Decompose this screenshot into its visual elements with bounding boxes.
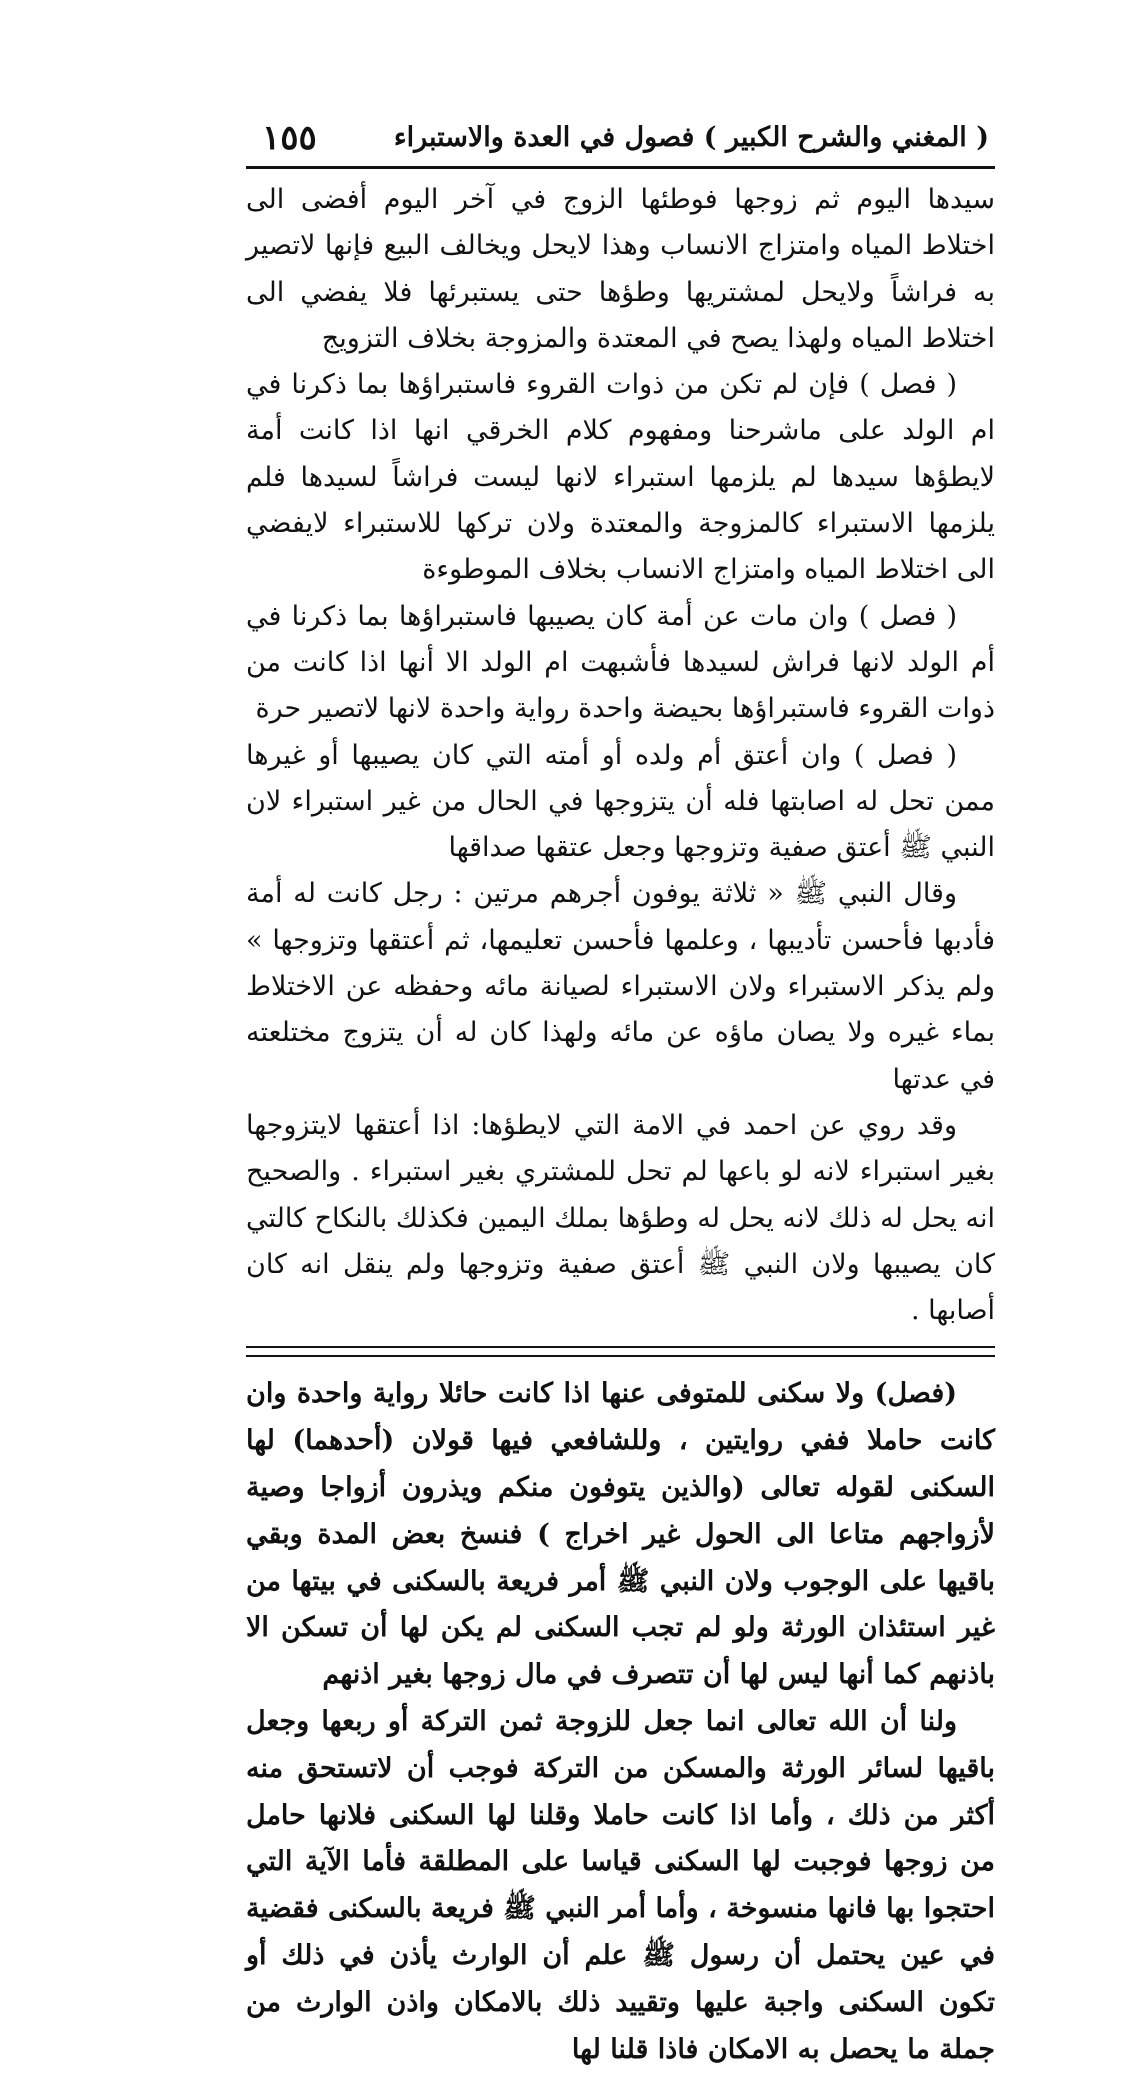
page-header [246, 118, 995, 166]
running-title: ( المغني والشرح الكبير ) فصول في العدة والاستبراء [393, 122, 989, 153]
commentary-paragraph: ولنا أن الله تعالى انما جعل للزوجة ثمن التركة أو ربعها وجعل باقيها لسائر الورثة والمسكن من التركة فوجب أن لاتستحق منه أكثر من ذلك ، وأما اذا كانت حاملا وقلنا لها السكنى فلانها حامل من زوجها فوجبت لها السكنى قياسا على المطلقة فأما الآية التي احتجوا بها فانها منسوخة ، وأما أمر النبي ﷺ فريعة بالسكنى فقضية في عين يحتمل أن رسول ﷺ علم أن الوارث يأذن في ذلك أو تكون السكنى واجبة عليها وتقييد ذلك بالامكان واذن الوارث من جملة ما يحصل به الامكان فاذا قلنا لها [246, 1706, 995, 2065]
main-paragraph: ( فصل ) وان أعتق أم ولده أو أمته التي كان يصيبها أو غيرها ممن تحل له اصابتها فله أن يتزوجها في الحال من غير استبراء لان النبي ﷺ أعتق صفية وتزوجها وجعل عتقها صداقها [246, 739, 995, 864]
main-paragraph: ( فصل ) وان مات عن أمة كان يصيبها فاستبراؤها بما ذكرنا في أم الولد لانها فراش لسيدها فأشبهت ام الولد الا أنها اذا كانت من ذوات القروء فاستبراؤها بحيضة واحدة رواية واحدة لانها لاتصير حرة [246, 600, 995, 725]
main-text [246, 177, 995, 1334]
section-divider [246, 1346, 995, 1357]
main-paragraph: سيدها اليوم ثم زوجها فوطئها الزوج في آخر اليوم أفضى الى اختلاط المياه وامتزاج الانساب وهذا لايحل ويخالف البيع فإنها لاتصير به فراشاً ولايحل لمشتريها وطؤها حتى يستبرئها فلا يفضي الى اختلاط المياه ولهذا يصح في المعتدة والمزوجة بخلاف التزويج [246, 184, 995, 354]
page-number: ١٥٥ [262, 118, 317, 158]
main-paragraph: وقال النبي ﷺ « ثلاثة يوفون أجرهم مرتين : رجل كانت له أمة فأدبها فأحسن تأديبها ، وعلمها فأحسن تعليمها، ثم أعتقها وتزوجها » ولم يذكر الاستبراء ولان الاستبراء لصيانة مائه وحفظه عن الاختلاط بماء غيره ولا يصان ماؤه عن مائه ولهذا كان له أن يتزوج مختلعته في عدتها [246, 878, 995, 1095]
commentary-text [246, 1371, 995, 2073]
main-paragraph: ( فصل ) فإن لم تكن من ذوات القروء فاستبراؤها بما ذكرنا في ام الولد على ماشرحنا ومفهوم كلام الخرقي انها اذا كانت أمة لايطؤها سيدها لم يلزمها استبراء لانها ليست فراشاً لسيدها فلم يلزمها الاستبراء كالمزوجة والمعتدة ولان تركها للاستبراء لايفضي الى اختلاط المياه وامتزاج الانساب بخلاف الموطوءة [246, 369, 995, 586]
commentary-paragraph: (فصل) ولا سكنى للمتوفى عنها اذا كانت حائلا رواية واحدة وان كانت حاملا ففي روايتين ، وللشافعي فيها قولان (أحدهما) لها السكنى لقوله تعالى (والذين يتوفون منكم ويذرون أزواجا وصية لأزواجهم متاعا الى الحول غير اخراج ) فنسخ بعض المدة وبقي باقيها على الوجوب ولان النبي ﷺ أمر فريعة بالسكنى في بيتها من غير استئذان الورثة ولو لم تجب السكنى لم يكن لها أن تسكن الا باذنهم كما أنها ليس لها أن تتصرف في مال زوجها بغير اذنهم [246, 1378, 995, 1691]
main-paragraph: وقد روي عن احمد في الامة التي لايطؤها: اذا أعتقها لايتزوجها بغير استبراء لانه لو باعها لم تحل للمشتري بغير استبراء . والصحيح انه يحل له ذلك لانه يحل له وطؤها بملك اليمين فكذلك بالنكاح كالتي كان يصيبها ولان النبي ﷺ أعتق صفية وتزوجها ولم ينقل انه كان أصابها . [246, 1109, 995, 1327]
header-rule [246, 166, 995, 169]
